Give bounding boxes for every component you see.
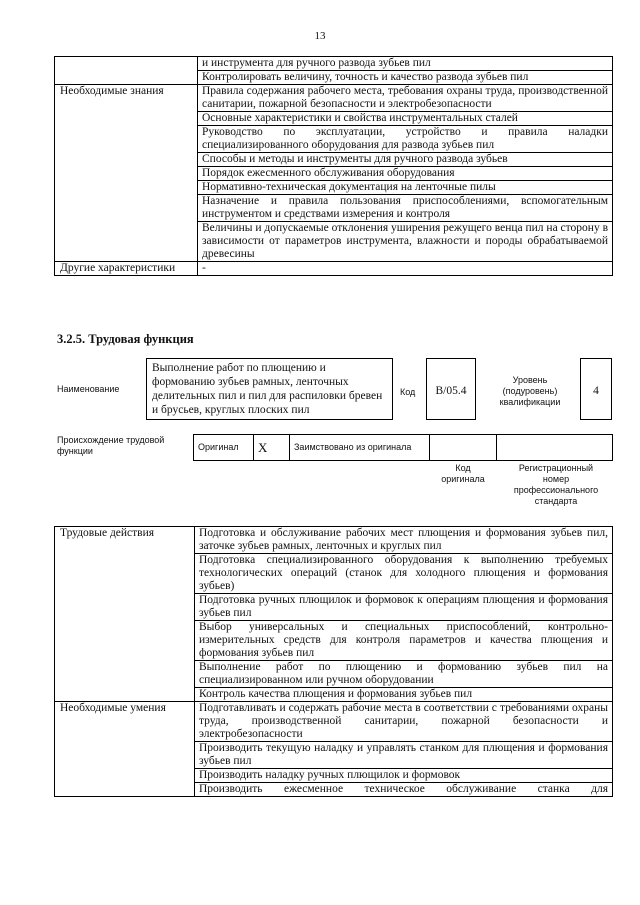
level-box: 4 xyxy=(580,358,612,420)
name-label: Наименование xyxy=(57,384,120,394)
table-cell: Основные характеристики и свойства инструментальных сталей xyxy=(198,112,613,126)
row-label: Трудовые действия xyxy=(55,527,195,702)
table-row xyxy=(55,57,613,71)
table-cell: Подготовка и обслуживание рабочих мест плющения и формования зубьев пил, заточке зубьев рамных, ленточных и круглых пил xyxy=(195,527,613,554)
table-cell: Подготовка специализированного оборудования к выполнению требуемых технологических операций (станок для холодного плющения и формования зубьев) xyxy=(195,554,613,594)
table-cell: Контроль качества плющения и формования зубьев пил xyxy=(195,688,613,702)
reg-number-cell xyxy=(497,435,613,461)
table-row xyxy=(55,262,613,276)
table-row xyxy=(55,527,613,554)
table-cell: и инструмента для ручного развода зубьев пил xyxy=(198,57,613,71)
origin-code-caption xyxy=(432,463,494,485)
level-label xyxy=(494,375,566,408)
original-label: Оригинал xyxy=(194,435,254,461)
row-label xyxy=(55,57,198,85)
table-cell: Выполнение работ по плющению и формованию зубьев пил на специализированном или ручном оборудовании xyxy=(195,661,613,688)
table-cell: Руководство по эксплуатации, устройство и правила наладки специализированного оборудования для развода зубьев пил xyxy=(198,126,613,153)
original-mark: X xyxy=(254,435,290,461)
table-cell: Нормативно-техническая документация на ленточные пилы xyxy=(198,181,613,195)
table-row xyxy=(55,702,613,742)
table-cell: - xyxy=(198,262,613,276)
table-cell: Контролировать величину, точность и качество развода зубьев пил xyxy=(198,71,613,85)
origin-label-text: Происхождение трудовой функции xyxy=(57,435,165,456)
origin-table xyxy=(193,434,613,461)
table-row xyxy=(55,85,613,112)
row-label: Другие характеристики xyxy=(55,262,198,276)
table-cell: Подготавливать и содержать рабочие места в соответствии с требованиями охраны труда, производственной санитарии, пожарной безопасности и электробезопасности xyxy=(195,702,613,742)
reg-number-caption xyxy=(500,463,612,507)
table-cell: Производить текущую наладку и управлять станком для плющения и формования зубьев пил xyxy=(195,742,613,769)
table-row xyxy=(194,435,613,461)
code-box: B/05.4 xyxy=(426,358,476,420)
table-cell: Величины и допускаемые отклонения уширения режущего венца пил на сторону в зависимости от параметров инструмента, влажности и породы обрабатываемой древесины xyxy=(198,222,613,262)
row-label: Необходимые знания xyxy=(55,85,198,262)
table-cell: Правила содержания рабочего места, требования охраны труда, производственной санитарии, пожарной безопасности и электробезопасности xyxy=(198,85,613,112)
origin-label xyxy=(57,435,187,457)
table-cell: Производить наладку ручных плющилок и формовок xyxy=(195,769,613,783)
table-cell: Выбор универсальных и специальных приспособлений, контрольно-измерительных средств для контроля параметров и качества плющения и формования зубьев пил xyxy=(195,621,613,661)
table-cell: Порядок ежесменного обслуживания оборудования xyxy=(198,167,613,181)
table-cell: Производить ежесменное техническое обслуживание станка для xyxy=(195,783,613,797)
table-cell: Назначение и правила пользования приспособлениями, вспомогательным инструментом и средствами измерения и контроля xyxy=(198,195,613,222)
reg-number-caption-text: Регистрационный номер профессионального стандарта xyxy=(513,463,599,506)
page-number: 13 xyxy=(314,30,326,42)
origin-code-cell xyxy=(430,435,497,461)
function-name-box: Выполнение работ по плющению и формованию зубьев рамных, ленточных делительных пил и пил для распиловки бревен и брусьев, круглых плоских пил xyxy=(146,358,393,420)
row-label: Необходимые умения xyxy=(55,702,195,797)
table-cell: Подготовка ручных плющилок и формовок к операциям плющения и формования зубьев пил xyxy=(195,594,613,621)
borrowed-label: Заимствовано из оригинала xyxy=(290,435,430,461)
section-title: 3.2.5. Трудовая функция xyxy=(57,332,194,346)
code-label: Код xyxy=(400,387,416,397)
origin-code-caption-text: Код оригинала xyxy=(441,463,485,484)
skills-knowledge-table xyxy=(54,56,613,276)
labor-actions-table xyxy=(54,526,613,797)
table-cell: Способы и методы и инструменты для ручного развода зубьев xyxy=(198,153,613,167)
level-label-text: Уровень (подуровень) квалификации xyxy=(499,375,561,407)
